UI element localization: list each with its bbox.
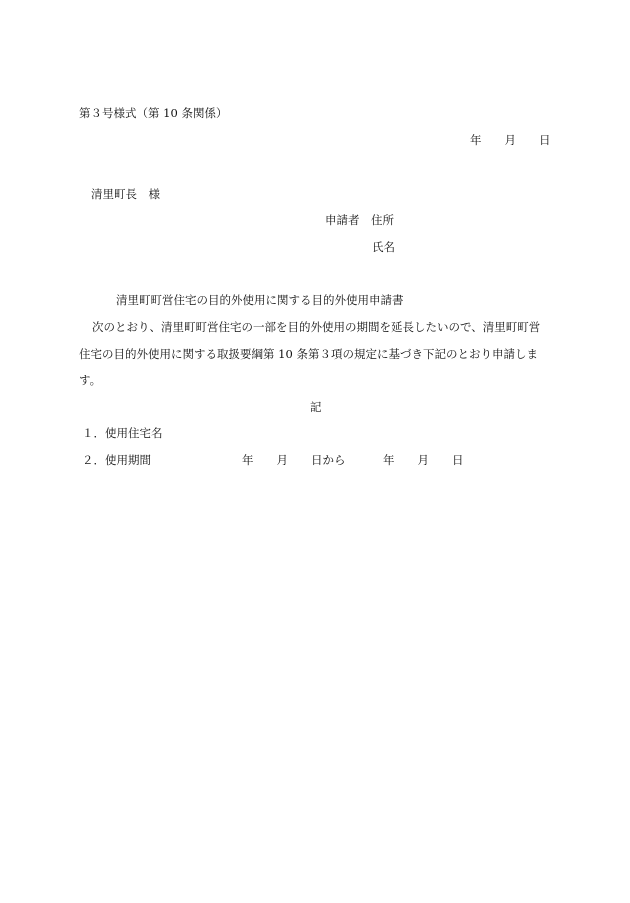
ki-heading: 記 <box>310 400 322 414</box>
period-to: 年 月 日 <box>383 453 464 467</box>
date-line: 年 月 日 <box>470 133 551 147</box>
period-from: 年 月 日から <box>242 453 346 467</box>
addressee: 清里町長 様 <box>91 187 160 201</box>
item-usage-period: ２．使用期間 <box>82 453 151 467</box>
body-text-line-3: す。 <box>79 373 102 387</box>
body-text-line-1: 次のとおり、清里町町営住宅の一部を目的外使用の期間を延長したいので、清里町町営 <box>92 320 541 334</box>
item-residence-name: １．使用住宅名 <box>82 426 163 440</box>
form-number: 第３号様式（第 10 条関係） <box>79 106 228 120</box>
applicant-address-label: 申請者 住所 <box>325 213 394 227</box>
body-text-line-2: 住宅の目的外使用に関する取扱要綱第 10 条第３項の規定に基づき下記のとおり申請しま <box>79 347 538 361</box>
document-title: 清里町町営住宅の目的外使用に関する目的外使用申請書 <box>116 293 404 307</box>
applicant-name-label: 氏名 <box>372 240 395 254</box>
